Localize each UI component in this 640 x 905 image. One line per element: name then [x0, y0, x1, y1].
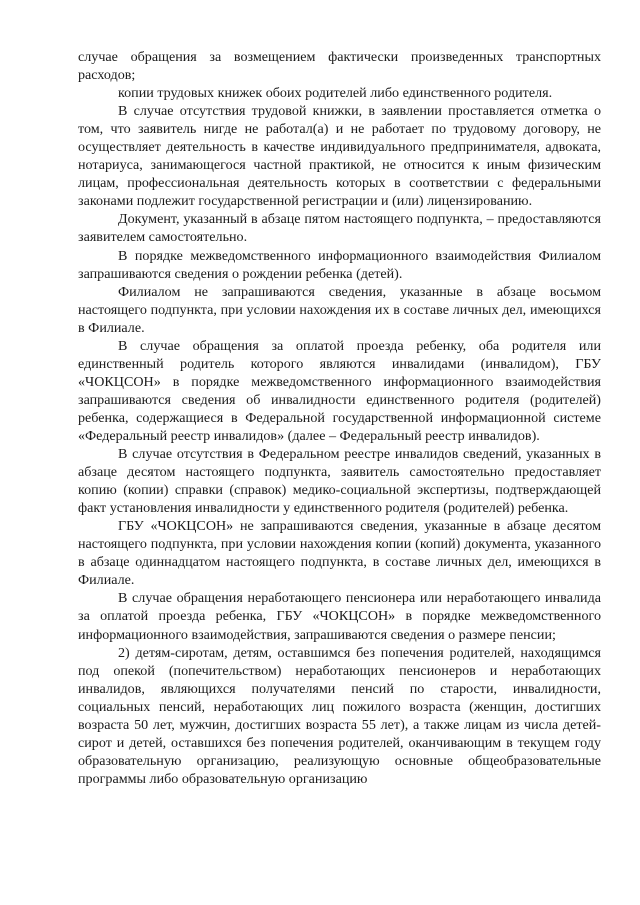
- paragraph-11: 2) детям-сиротам, детям, оставшимся без попечения родителей, находящимся под опекой (попечительством) неработающих пенсионеров и неработающих инвалидов, являющихся получателями пенсий по старости, инвалидности, социальных пенсий, неработающих лиц пожилого возраста (женщин, достигших возраста 50 лет, мужчин, достигших возраста 55 лет), а также лицам из числа детей-сирот и детей, оставшихся без попечения родителей, оканчивающим в текущем году образовательную организацию, реализующую основные общеобразовательные программы либо образовательную организацию: [78, 644, 601, 787]
- paragraph-5: В порядке межведомственного информационного взаимодействия Филиалом запрашиваются сведения о рождении ребенка (детей).: [78, 247, 601, 282]
- paragraph-3: В случае отсутствия трудовой книжки, в заявлении проставляется отметка о том, что заявитель нигде не работал(а) и не работает по трудовому договору, не осуществляет деятельность в качестве индивидуального предпринимателя, адвоката, нотариуса, занимающегося частной практикой, не относится к иным физическим лицам, профессиональная деятельность которых в соответствии с федеральными законами подлежит государственной регистрации и (или) лицензированию.: [78, 103, 601, 210]
- paragraph-4: Документ, указанный в абзаце пятом настоящего подпункта, – предоставляются заявителем самостоятельно.: [78, 211, 601, 246]
- paragraph-10: В случае обращения неработающего пенсионера или неработающего инвалида за оплатой проезда ребенка, ГБУ «ЧОКЦСОН» в порядке межведомственного информационного взаимодействия, запрашиваются сведения о размере пенсии;: [78, 590, 601, 643]
- paragraph-6: Филиалом не запрашиваются сведения, указанные в абзаце восьмом настоящего подпункта, при условии нахождения их в составе личных дел, имеющихся в Филиале.: [78, 283, 601, 336]
- paragraph-1: случае обращения за возмещением фактически произведенных транспортных расходов;: [78, 49, 601, 84]
- paragraph-8: В случае отсутствия в Федеральном реестре инвалидов сведений, указанных в абзаце десятом настоящего подпункта, заявитель самостоятельно предоставляет копию (копии) справки (справок) медико-социальной экспертизы, подтверждающей факт установления инвалидности у единственного родителя (родителей) ребенка.: [78, 446, 601, 517]
- paragraph-9: ГБУ «ЧОКЦСОН» не запрашиваются сведения, указанные в абзаце десятом настоящего подпункта, при условии нахождения копии (копий) документа, указанного в абзаце одиннадцатом настоящего подпункта, в составе личных дел, имеющихся в Филиале.: [78, 518, 601, 589]
- paragraph-7: В случае обращения за оплатой проезда ребенку, оба родителя или единственный родитель которого являются инвалидами (инвалидом), ГБУ «ЧОКЦСОН» в порядке межведомственного информационного взаимодействия запрашиваются сведения об инвалидности единственного родителя (родителей) ребенка, содержащиеся в Федеральной государственной информационной системе «Федеральный реестр инвалидов» (далее – Федеральный реестр инвалидов).: [78, 337, 601, 444]
- document-page: [78, 48, 601, 788]
- paragraph-2: копии трудовых книжек обоих родителей либо единственного родителя.: [118, 85, 553, 102]
